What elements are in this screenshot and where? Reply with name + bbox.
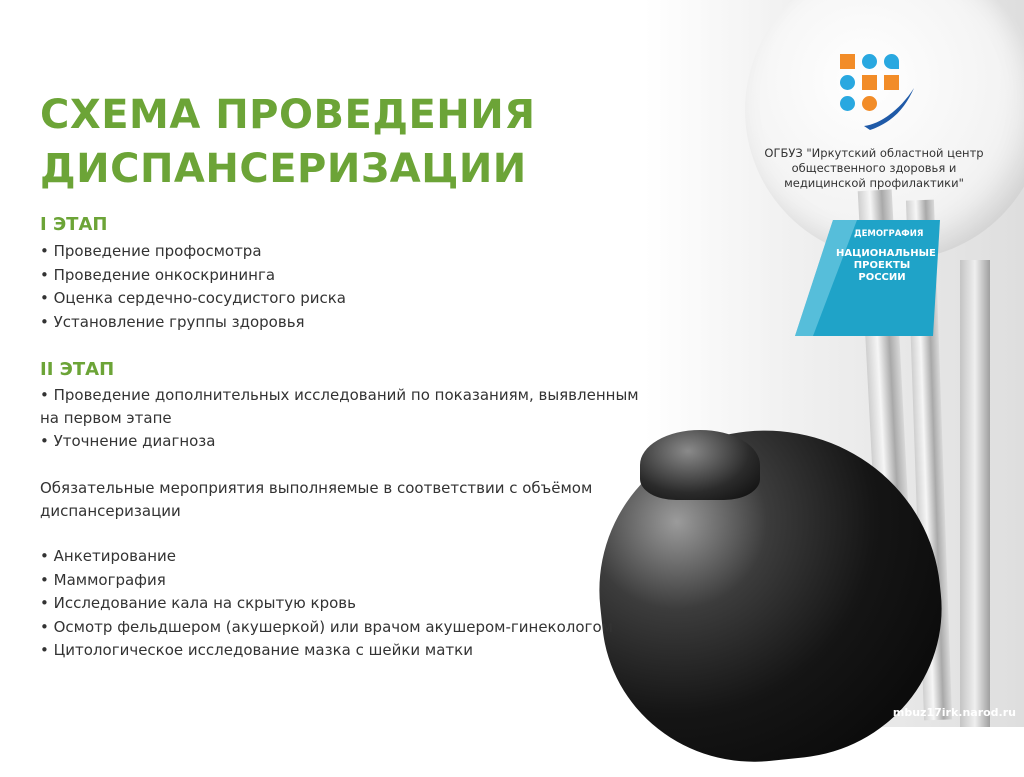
list-item: • Цитологическое исследование мазка с шейки матки bbox=[40, 639, 613, 663]
mandatory-intro-line-2: диспансеризации bbox=[40, 502, 181, 520]
stage-2-item-1-line-1: • Проведение дополнительных исследований по показаниям, выявленным bbox=[40, 386, 639, 404]
stage-1-heading: I ЭТАП bbox=[40, 214, 108, 235]
np-title bbox=[836, 248, 936, 284]
title-line-2: ДИСПАНСЕРИЗАЦИИ bbox=[40, 146, 527, 192]
list-item: • Установление группы здоровья bbox=[40, 311, 346, 335]
mandatory-list bbox=[40, 545, 613, 663]
list-item: • Осмотр фельдшером (акушеркой) или врачом акушером-гинекологом bbox=[40, 616, 613, 640]
org-name-line-2: общественного здоровья и bbox=[791, 161, 957, 175]
mandatory-intro-line-1: Обязательные мероприятия выполняемые в соответствии с объёмом bbox=[40, 479, 593, 497]
list-item: • Исследование кала на скрытую кровь bbox=[40, 592, 613, 616]
background-tube bbox=[960, 260, 990, 727]
org-name-line-1: ОГБУЗ "Иркутский областной центр bbox=[764, 146, 984, 160]
np-demography-label: ДЕМОГРАФИЯ bbox=[854, 229, 924, 239]
stage-2-heading: II ЭТАП bbox=[40, 359, 115, 380]
list-item: • Проведение онкоскрининга bbox=[40, 264, 346, 288]
swoosh-icon bbox=[860, 84, 918, 132]
np-title-line-3: РОССИИ bbox=[858, 272, 906, 283]
np-title-line-1: НАЦИОНАЛЬНЫЕ bbox=[836, 248, 936, 259]
stage-2-list bbox=[40, 430, 215, 454]
stage-1-list bbox=[40, 240, 346, 334]
page-title bbox=[40, 88, 536, 196]
list-item: • Маммография bbox=[40, 569, 613, 593]
list-item: • Проведение профосмотра bbox=[40, 240, 346, 264]
org-name bbox=[764, 146, 984, 191]
np-title-line-2: ПРОЕКТЫ bbox=[853, 260, 911, 271]
org-logo-icon bbox=[840, 54, 906, 114]
list-item: • Анкетирование bbox=[40, 545, 613, 569]
list-item: • Уточнение диагноза bbox=[40, 430, 215, 454]
title-line-1: СХЕМА ПРОВЕДЕНИЯ bbox=[40, 92, 536, 138]
list-item: • Оценка сердечно-сосудистого риска bbox=[40, 287, 346, 311]
stage-2-item-1-line-2: на первом этапе bbox=[40, 409, 172, 427]
watermark-url: mbuz17irk.narod.ru bbox=[892, 706, 1016, 719]
org-name-line-3: медицинской профилактики" bbox=[784, 176, 964, 190]
